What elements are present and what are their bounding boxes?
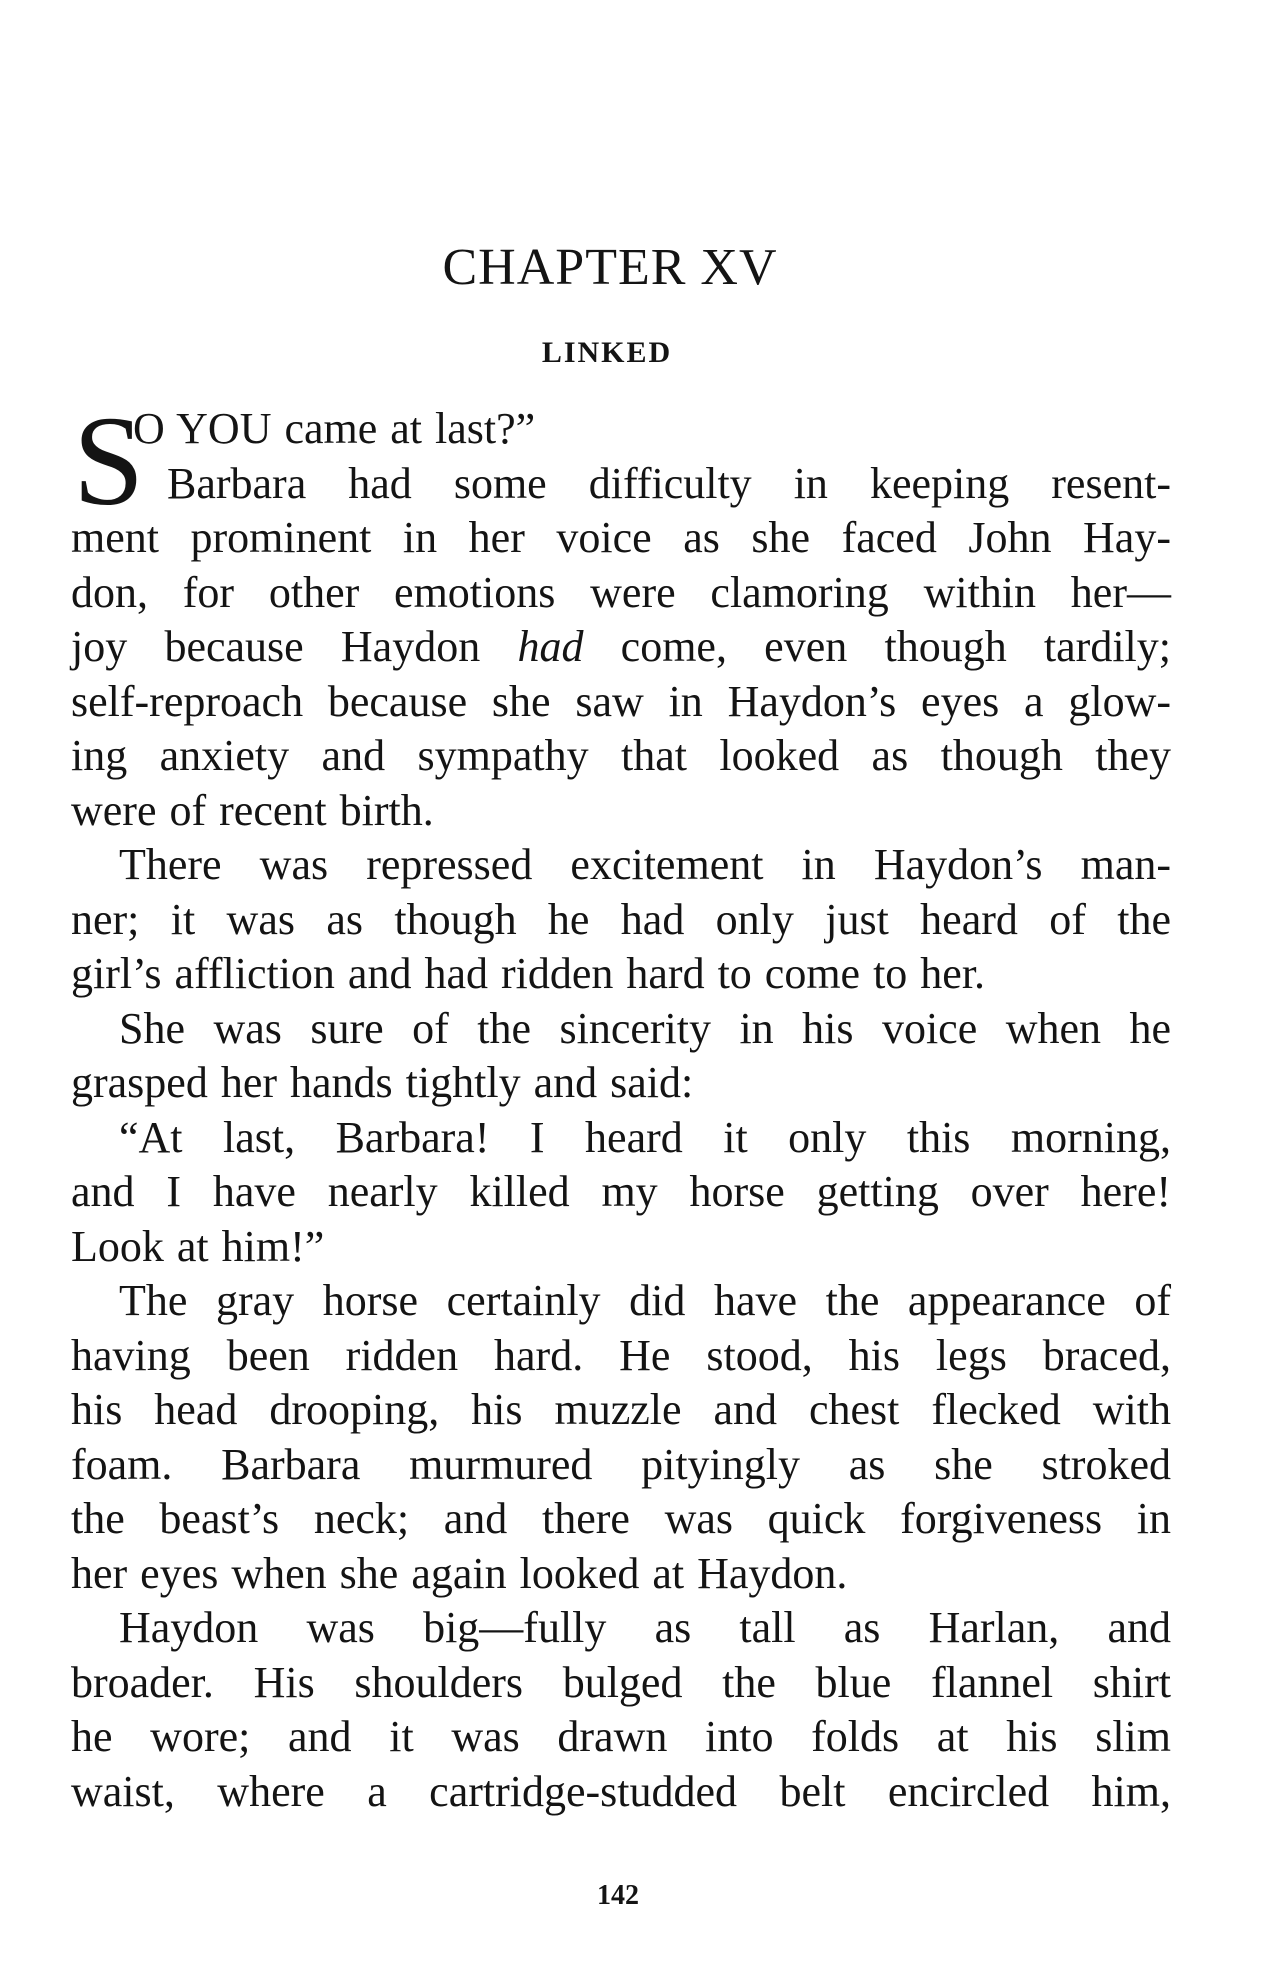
text-line: foam. Barbara murmured pityingly as she stroked xyxy=(71,1439,1171,1489)
text-line: ment prominent in her voice as she faced John Hay- xyxy=(71,513,1171,562)
text-line: self-reproach because she saw in Haydon’s eyes a glow- xyxy=(71,676,1171,726)
text-line: waist, where a cartridge-studded belt encircled him, xyxy=(71,1766,1171,1816)
text-line: The gray horse certainly did have the appearance of xyxy=(119,1276,1171,1325)
text-line: don, for other emotions were clamoring within her— xyxy=(71,567,1171,617)
text-line: O YOU came at last?” xyxy=(133,404,536,453)
text-line: ner; it was as though he had only just heard of the xyxy=(71,894,1171,944)
text-line: the beast’s neck; and there was quick forgiveness in xyxy=(71,1494,1171,1543)
text-line: having been ridden hard. He stood, his legs braced, xyxy=(71,1330,1171,1380)
text-line: Haydon was big—fully as tall as Harlan, and xyxy=(119,1603,1171,1652)
text-line: “At last, Barbara! I heard it only this morning, xyxy=(119,1112,1171,1162)
chapter-subtitle: LINKED xyxy=(541,336,673,369)
line-segment: come, even though tardily; xyxy=(583,622,1171,671)
text-line: Barbara had some difficulty in keeping resent- xyxy=(167,458,1171,508)
text-line: ing anxiety and sympathy that looked as though they xyxy=(71,731,1171,780)
text-line: broader. His shoulders bulged the blue flannel shirt xyxy=(71,1657,1171,1707)
text-line: and I have nearly killed my horse getting over here! xyxy=(71,1167,1171,1216)
drop-cap: S xyxy=(73,390,145,532)
text-line: girl’s affliction and had ridden hard to come to her. xyxy=(71,949,986,998)
text-line-emphasis xyxy=(71,620,1171,675)
page-number: 142 xyxy=(597,1880,639,1911)
text-line: She was sure of the sincerity in his voice when he xyxy=(119,1003,1171,1053)
chapter-body xyxy=(71,390,1171,1819)
text-line: he wore; and it was drawn into folds at his slim xyxy=(71,1712,1171,1761)
text-line: her eyes when she again looked at Haydon. xyxy=(71,1548,848,1598)
line-segment: joy because Haydon xyxy=(71,622,518,671)
text-line: grasped her hands tightly and said: xyxy=(71,1058,694,1107)
text-line: were of recent birth. xyxy=(71,785,434,835)
emphasized-word: had xyxy=(517,622,584,671)
chapter-title: CHAPTER XV xyxy=(442,239,778,296)
text-line: Look at him!” xyxy=(71,1221,325,1271)
text-line: his head drooping, his muzzle and chest flecked with xyxy=(71,1385,1171,1434)
text-line: There was repressed excitement in Haydon’s man- xyxy=(119,840,1171,889)
